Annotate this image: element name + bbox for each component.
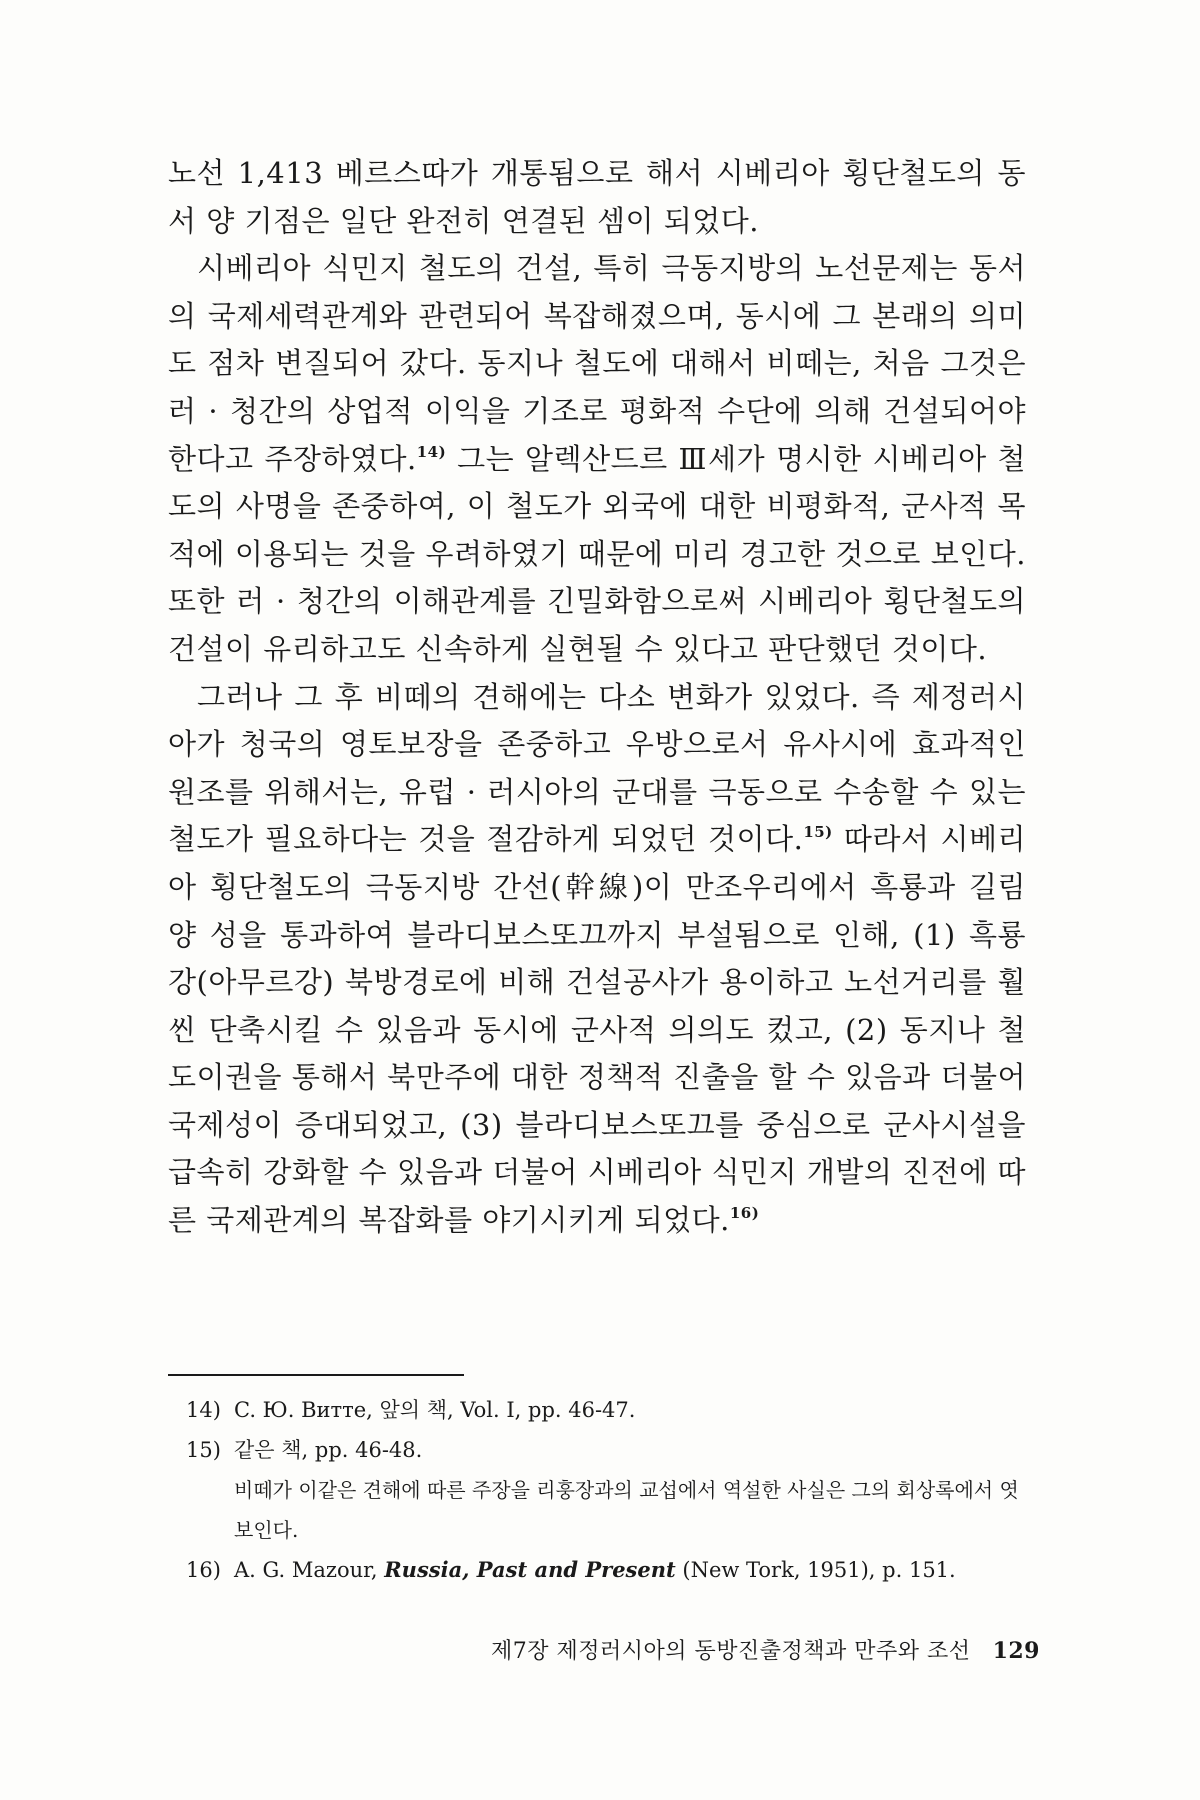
running-footer <box>0 1634 1040 1665</box>
footnote-ref: 16) <box>729 1204 760 1223</box>
footnote-number: 14) <box>186 1398 221 1422</box>
footnotes <box>168 1390 1026 1590</box>
footnote-text: A. G. Mazour, <box>234 1558 385 1582</box>
footnote-text: (New Tork, 1951), p. 151. <box>675 1558 956 1582</box>
paragraph-text: 그러나 그 후 비떼의 견해에는 다소 변화가 있었다. 즉 제정러시아가 청국의 영토보장을 존중하고 우방으로서 유사시에 효과적인 원조를 위해서는, 유럽 · 러시아의 군대를 극동으로 수송할 수 있는 철도가 필요하다는 것을 절감하게 되었던 것이다. <box>168 679 1026 857</box>
footnote-number: 15) <box>186 1438 221 1462</box>
footnote-text: 같은 책, pp. 46-48. <box>234 1438 423 1462</box>
footnote-text: C. Ю. Витте, 앞의 책, Vol. I, pp. 46-47. <box>234 1398 636 1422</box>
footnote <box>168 1550 1026 1590</box>
footnote-ref: 15) <box>803 823 833 842</box>
paragraph-p1 <box>168 150 1026 245</box>
chapter-title: 제7장 제정러시아의 동방진출정책과 만주와 조선 <box>491 1639 971 1664</box>
footnote-separator <box>168 1374 464 1376</box>
footnote <box>168 1430 1026 1550</box>
footnote-ref: 14) <box>416 442 447 461</box>
footnote-number: 16) <box>186 1558 221 1582</box>
body-text <box>168 150 1026 1245</box>
paragraph-text: 따라서 시베리아 횡단철도의 극동지방 간선(幹線)이 만조우리에서 흑룡과 길림 양 성을 통과하여 블라디보스또끄까지 부설됨으로 인해, (1) 흑룡강(아무르강) 북방경로에 비해 건설공사가 용이하고 노선거리를 훨씬 단축시킬 수 있음과 동시에 군사적 의의도 컸고, (2) 동지나 철도이권을 통해서 북만주에 대한 정책적 진출을 할 수 있음과 더불어 국제성이 증대되었고, (3) 블라디보스또끄를 중심으로 군사시설을 급속히 강화할 수 있음과 더불어 시베리아 식민지 개발의 진전에 따른 국제관계의 복잡화를 야기시키게 되었다. <box>168 822 1027 1238</box>
footnote <box>168 1390 1026 1430</box>
footnote-book-title: Russia, Past and Present <box>384 1557 676 1582</box>
footnote-continuation: 비떼가 이같은 견해에 따른 주장을 리훙장과의 교섭에서 역설한 사실은 그의 회상록에서 엿보인다. <box>234 1478 1019 1542</box>
paragraph-text: 그는 알렉산드르 Ⅲ세가 명시한 시베리아 철도의 사명을 존중하여, 이 철도가 외국에 대한 비평화적, 군사적 목적에 이용되는 것을 우려하였기 때문에 미리 경고한 것으로 보인다. 또한 러 · 청간의 이해관계를 긴밀화함으로써 시베리아 횡단철도의 건설이 유리하고도 신속하게 실현될 수 있다고 판단했던 것이다. <box>168 441 1026 666</box>
paragraph-p3 <box>168 674 1026 1245</box>
page-number: 129 <box>992 1638 1040 1664</box>
paragraph-text: 시베리아 식민지 철도의 건설, 특히 극동지방의 노선문제는 동서의 국제세력관계와 관련되어 복잡해졌으며, 동시에 그 본래의 의미도 점차 변질되어 갔다. 동지나 철도에 대해서 비떼는, 처음 그것은 러 · 청간의 상업적 이익을 기조로 평화적 수단에 의해 건설되어야 한다고 주장하였다. <box>168 251 1026 476</box>
paragraph-text: 노선 1,413 베르스따가 개통됨으로 해서 시베리아 횡단철도의 동서 양 기점은 일단 완전히 연결된 셈이 되었다. <box>168 156 1026 238</box>
paragraph-p2 <box>168 245 1026 673</box>
